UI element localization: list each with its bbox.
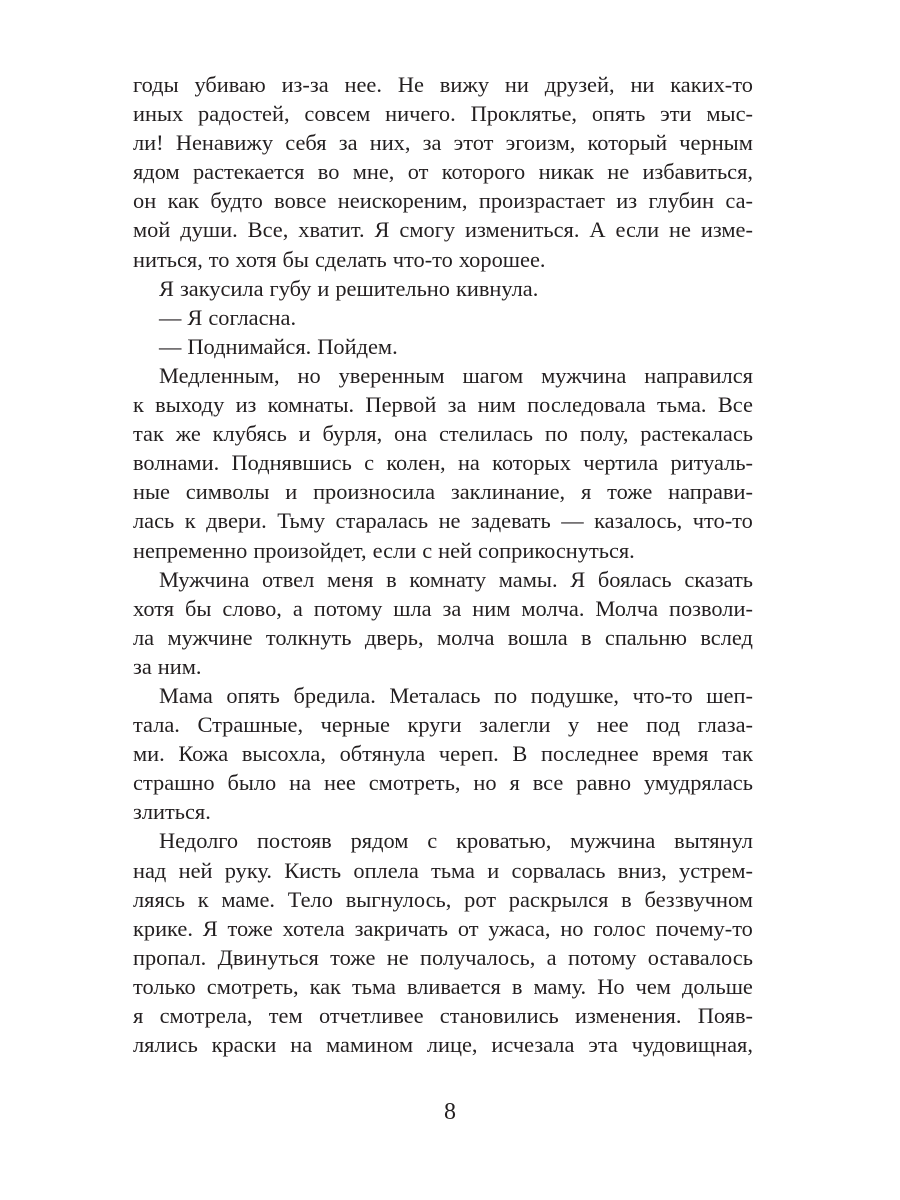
text-line: я смотрела, тем отчетливее становились изменения. Появ- bbox=[133, 1003, 753, 1028]
text-line: Медленным, но уверенным шагом мужчина направился bbox=[159, 362, 753, 388]
text-line: ми. Кожа высохла, обтянула череп. В последнее время так bbox=[133, 741, 753, 767]
text-line: волнами. Поднявшись с колен, на которых чертила ритуаль- bbox=[133, 450, 753, 476]
text-line: мой души. Все, хватит. Я смогу измениться. А если не изме- bbox=[133, 217, 753, 243]
text-line: к выходу из комнаты. Первой за ним последовала тьма. Все bbox=[133, 392, 753, 418]
text-line: за ним. bbox=[133, 653, 202, 679]
text-line: страшно было на нее смотреть, но я все равно умудрялась bbox=[133, 770, 753, 796]
body-text bbox=[133, 70, 753, 1059]
text-line: он как будто вовсе неискореним, произрастает из глубин са- bbox=[133, 188, 753, 214]
text-line: непременно произойдет, если с ней соприкоснуться. bbox=[133, 537, 635, 563]
text-line: иных радостей, совсем ничего. Проклятье, опять эти мыс- bbox=[133, 101, 753, 127]
text-line: крике. Я тоже хотела закричать от ужаса, но голос почему-то bbox=[133, 915, 753, 941]
text-line: злиться. bbox=[133, 799, 211, 825]
text-line: Мужчина отвел меня в комнату мамы. Я боялась сказать bbox=[159, 566, 753, 592]
text-line: лась к двери. Тьму старалась не задевать — казалось, что-то bbox=[133, 508, 753, 534]
text-line: ниться, то хотя бы сделать что-то хорошее. bbox=[133, 246, 546, 272]
text-line: Мама опять бредила. Металась по подушке, что-то шеп- bbox=[159, 682, 753, 708]
text-line: — Я согласна. bbox=[159, 304, 297, 330]
text-line: ла мужчине толкнуть дверь, молча вошла в спальню вслед bbox=[133, 624, 753, 650]
text-line: тала. Страшные, черные круги залегли у нее под глаза- bbox=[133, 712, 753, 738]
text-line: только смотреть, как тьма вливается в маму. Но чем дольше bbox=[133, 973, 753, 999]
text-line: ляясь к маме. Тело выгнулось, рот раскрылся в беззвучном bbox=[133, 886, 753, 912]
text-line: Недолго постояв рядом с кроватью, мужчина вытянул bbox=[159, 828, 753, 854]
text-line: пропал. Двинуться тоже не получалось, а потому оставалось bbox=[133, 944, 753, 970]
text-line: годы убиваю из-за нее. Не вижу ни друзей, ни каких-то bbox=[133, 72, 753, 97]
text-line: ные символы и произносила заклинание, я тоже направи- bbox=[133, 479, 753, 505]
text-line: лялись краски на мамином лице, исчезала эта чудовищная, bbox=[133, 1032, 753, 1058]
page-number: 8 bbox=[444, 1099, 456, 1125]
text-line: хотя бы слово, а потому шла за ним молча. Молча позволи- bbox=[133, 595, 753, 621]
text-line: Я закусила губу и решительно кивнула. bbox=[159, 275, 539, 301]
text-line: ли! Ненавижу себя за них, за этот эгоизм, который черным bbox=[133, 130, 753, 156]
text-line: ядом растекается во мне, от которого никак не избавиться, bbox=[133, 159, 753, 185]
text-line: — Поднимайся. Пойдем. bbox=[159, 333, 398, 359]
text-line: над ней руку. Кисть оплела тьма и сорвалась вниз, устрем- bbox=[133, 857, 753, 883]
text-line: так же клубясь и бурля, она стелилась по полу, растекалась bbox=[133, 421, 753, 447]
